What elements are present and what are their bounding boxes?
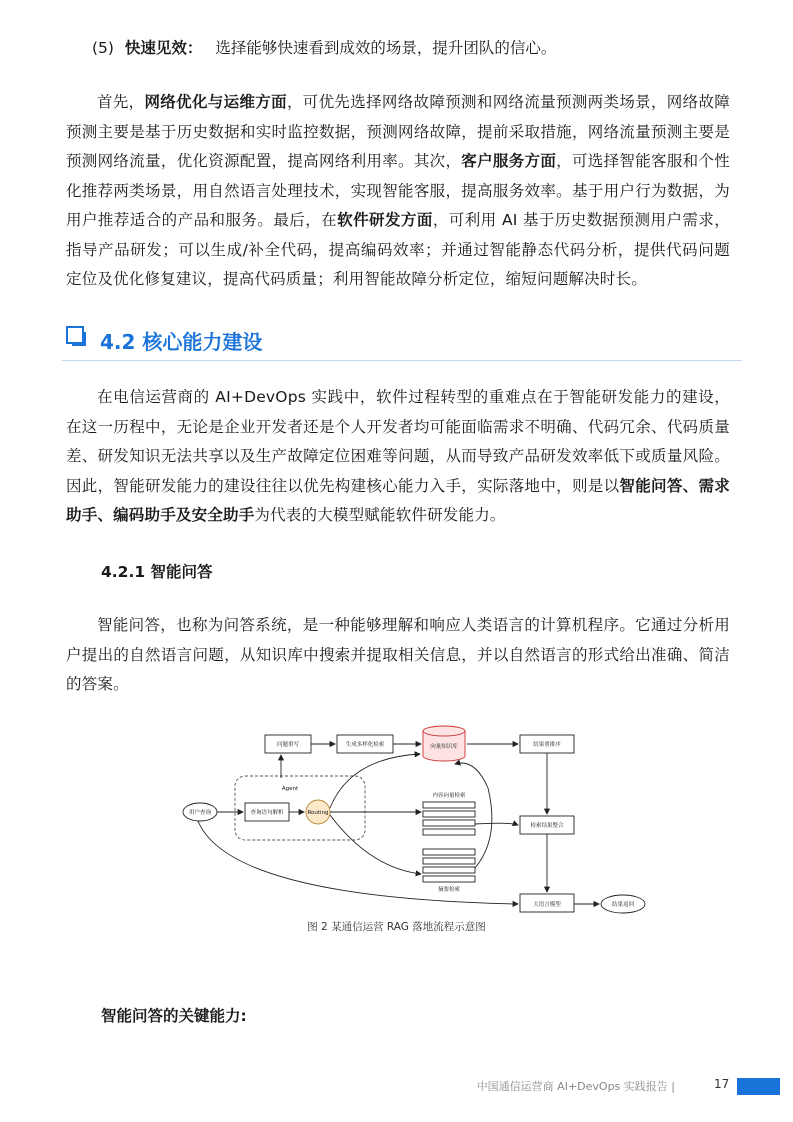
- paragraph-qa: 智能问答，也称为问答系统，是一种能够理解和响应人类语言的计算机程序。它通过分析用户提出的自然语言问题，从知识库中搜索并提取相关信息，并以自然语言的形式给出准确、简洁的答案。: [66, 616, 730, 693]
- label-rerank: 结果重排序: [533, 742, 561, 748]
- footer-report-title: 中国通信运营商 AI+DevOps 实践报告 |: [476, 1080, 675, 1093]
- label-multi-search: 生成多样化检索: [345, 742, 385, 748]
- label-merge: 检索结果整合: [530, 823, 564, 829]
- list-item-quick-results: [92, 36, 556, 60]
- label-parse: 查询语句解析: [250, 810, 284, 816]
- bold-customer-service: 客户服务方面: [461, 152, 557, 170]
- rag-flow-diagram: [170, 718, 650, 918]
- page-number: 17: [714, 1077, 730, 1091]
- footer-accent-bar: [737, 1078, 780, 1095]
- label-agent: Agent: [281, 786, 299, 792]
- label-vector-db: 向量知识库: [430, 744, 458, 750]
- item-bold-label: 快速见效：: [124, 39, 203, 57]
- label-user-query: 用户查询: [188, 810, 212, 816]
- figure-caption: 图 2 某通信运营 RAG 落地流程示意图: [307, 921, 486, 933]
- paragraph-scenarios: 首先，网络优化与运维方面，可优先选择网络故障预测和网络流量预测两类场景，网络故障预测主要是基于历史数据和实时监控数据，预测网络故障，提前采取措施，网络流量预测主要是预测网络流量，优化资源配置，提高网络利用率。其次，客户服务方面，可选择智能客服和个性化推荐两类场景，用自然语言处理技术，实现智能客服，提高服务效率。基于用户行为数据，为用户推荐适合的产品和服务。最后，在软件研发方面，可利用 AI 基于历史数据预测用户需求，指导产品研发；可以生成/补全代码，提高编码效率；并通过智能静态代码分析，提供代码问题定位及优化修复建议，提高代码质量；利用智能故障分析定位，缩短问题解决时长。: [66, 93, 731, 288]
- label-result: 结果返回: [611, 902, 635, 908]
- section-title: 4.2 核心能力建设: [100, 330, 263, 354]
- item-number: (5): [92, 39, 114, 57]
- label-llm: 大语言模型: [533, 902, 561, 908]
- key-capabilities-heading: 智能问答的关键能力:: [101, 1007, 247, 1025]
- label-routing: Routing: [307, 810, 329, 816]
- bold-network-ops: 网络优化与运维方面: [144, 93, 287, 111]
- subsection-title: 4.2.1 智能问答: [101, 563, 213, 581]
- label-summary-search: 摘要检索: [437, 887, 461, 893]
- bold-core-capabilities: 智能问答、需求助手、编码助手及安全助手: [66, 476, 730, 524]
- item-text: 选择能够快速看到成效的场景，提升团队的信心。: [215, 39, 557, 57]
- bold-software-dev: 软件研发方面: [337, 211, 433, 229]
- section-square-outline-icon: [66, 326, 84, 344]
- section-heading: [62, 322, 742, 361]
- label-content-search: 内容向量检索: [432, 793, 466, 799]
- paragraph-devops: 在电信运营商的 AI+DevOps 实践中，软件过程转型的重难点在于智能研发能力的建设，在这一历程中，无论是企业开发者还是个人开发者均可能面临需求不明确、代码冗余、代码质量差、研发知识无法共享以及生产故障定位困难等问题，从而导致产品研发效率低下或质量风险。因此，智能研发能力的建设往往以优先构建核心能力入手，实际落地中，则是以智能问答、需求助手、编码助手及安全助手为代表的大模型赋能软件研发能力。: [66, 388, 730, 524]
- label-rewrite: 问题重写: [276, 742, 300, 748]
